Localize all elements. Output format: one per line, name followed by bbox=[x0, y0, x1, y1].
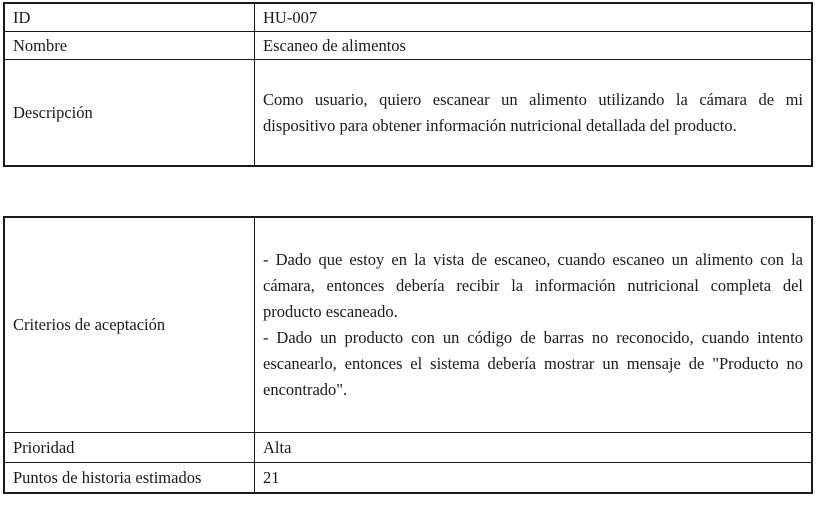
row-id bbox=[5, 4, 812, 32]
row-story-points bbox=[5, 463, 812, 493]
user-story-table bbox=[4, 3, 812, 166]
priority-label: Prioridad bbox=[5, 433, 255, 463]
description-value: Como usuario, quiero escanear un alimento utilizando la cámara de mi dispositivo para obtener información nutricional detallada del producto. bbox=[255, 60, 812, 166]
name-label: Nombre bbox=[5, 32, 255, 60]
id-label: ID bbox=[5, 4, 255, 32]
criteria-item-2: - Dado un producto con un código de barras no reconocido, cuando intento escanearlo, entonces el sistema debería mostrar un mensaje de "Producto no encontrado". bbox=[263, 328, 803, 399]
priority-value: Alta bbox=[255, 433, 812, 463]
description-label: Descripción bbox=[5, 60, 255, 166]
id-value: HU-007 bbox=[255, 4, 812, 32]
row-priority bbox=[5, 433, 812, 463]
story-points-label: Puntos de historia estimados bbox=[5, 463, 255, 493]
criteria-item-1: - Dado que estoy en la vista de escaneo, cuando escaneo un alimento con la cámara, entonces debería recibir la información nutricional completa del producto escaneado. bbox=[263, 250, 803, 321]
name-value: Escaneo de alimentos bbox=[255, 32, 812, 60]
row-criteria bbox=[5, 218, 812, 433]
row-description bbox=[5, 60, 812, 166]
row-name bbox=[5, 32, 812, 60]
criteria-value bbox=[255, 218, 812, 433]
acceptance-table bbox=[4, 217, 812, 493]
story-points-value: 21 bbox=[255, 463, 812, 493]
criteria-label: Criterios de aceptación bbox=[5, 218, 255, 433]
